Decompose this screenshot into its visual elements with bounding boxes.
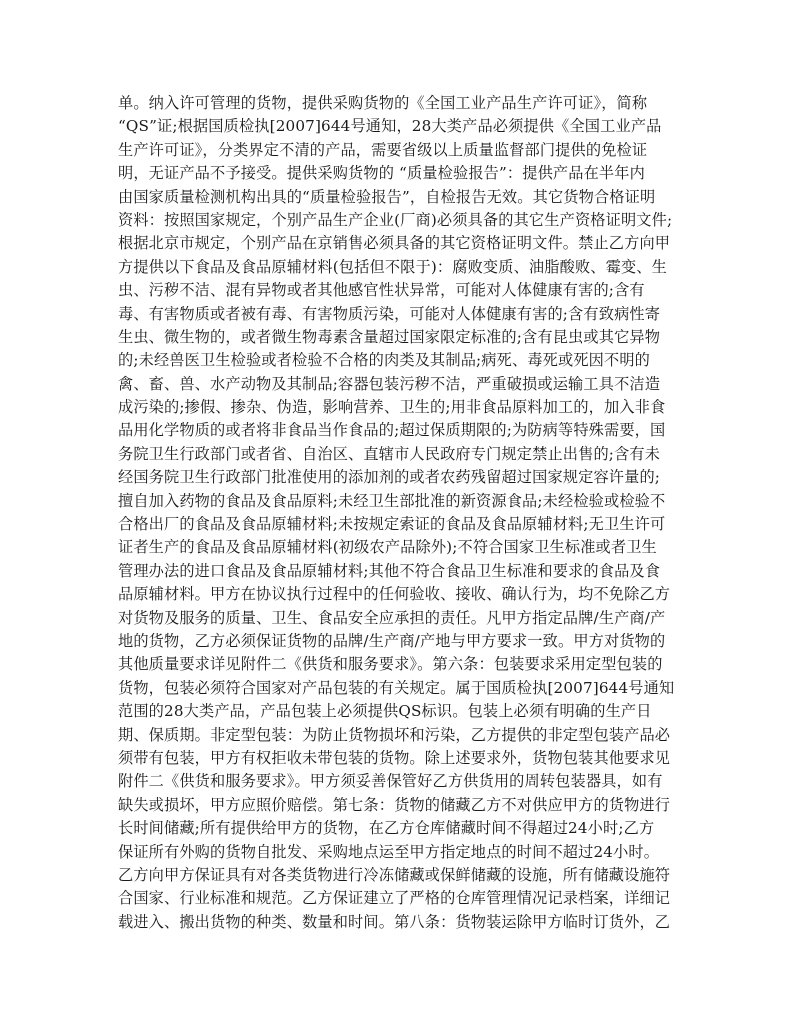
contract-body-text [118,92,684,934]
text-line: 货物，包装必须符合国家对产品包装的有关规定。属于国质检执[2007]644号通知 [118,678,675,697]
text-line: 毒、有害物质或者被有毒、有害物质污染，可能对人体健康有害的;含有致病性寄 [118,304,661,323]
text-line: 资料：按照国家规定，个别产品生产企业(厂商)必须具备的其它生产资格证明文件; [118,210,673,229]
text-line: 的;未经兽医卫生检验或者检验不合格的肉类及其制品;病死、毒死或死因不明的 [118,351,651,370]
text-line: 生虫、微生物的，或者微生物毒素含量超过国家限定标准的;含有昆虫或其它异物 [118,327,661,346]
text-line: 范围的28大类产品，产品包装上必须提供QS标识。包装上必须有明确的生产日 [118,702,652,721]
text-line: 期、保质期。非定型包装：为防止货物损坏和污染，乙方提供的非定型包装产品必 [118,725,671,744]
text-line: 品用化学物质的或者将非食品当作食品的;超过保质期限的;为防病等特殊需要，国 [118,421,666,440]
text-line: 根据北京市规定，个别产品在京销售必须具备的其它资格证明文件。禁止乙方向甲 [118,234,671,253]
text-line: 附件二《供货和服务要求》。甲方须妥善保管好乙方供货用的周转包装器具，如有 [118,772,663,791]
text-line: 载进入、搬出货物的种类、数量和时间。第八条：货物装运除甲方临时订货外，乙 [118,912,671,931]
text-line: 务院卫生行政部门或者省、自治区、直辖市人民政府专门规定禁止出售的;含有未 [118,444,661,463]
text-line: 其他质量要求详见附件二《供货和服务要求》。第六条：包装要求采用定型包装的 [118,655,663,674]
text-line: 方提供以下食品及食品原辅材料(包括但不限于)：腐败变质、油脂酸败、霉变、生 [118,257,667,276]
text-line: 证者生产的食品及食品原辅材料(初级农产品除外);不符合国家卫生标准或者卫生 [118,538,657,557]
text-line: 保证所有外购的货物自批发、采购地点运至甲方指定地点的时间不超过24小时。 [118,842,660,861]
text-line: 由国家质量检测机构出具的“质量检验报告”，自检报告无效。其它货物合格证明 [118,187,656,206]
text-line: 乙方向甲方保证具有对各类货物进行冷冻储藏或保鲜储藏的设施，所有储藏设施符 [118,865,671,884]
text-line: 禽、畜、兽、水产动物及其制品;容器包装污秽不洁，严重破损或运输工具不洁造 [118,374,661,393]
text-line: 管理办法的进口食品及食品原辅材料;其他不符合食品卫生标准和要求的食品及食 [118,561,661,580]
text-line: 对货物及服务的质量、卫生、食品安全应承担的责任。凡甲方指定品牌/生产商/产 [118,608,666,627]
text-line: 缺失或损坏，甲方应照价赔偿。第七条：货物的储藏乙方不对供应甲方的货物进行 [118,795,671,814]
text-line: 长时间储藏;所有提供给甲方的货物，在乙方仓库储藏时间不得超过24小时;乙方 [118,819,655,838]
text-line: 擅自加入药物的食品及食品原料;未经卫生部批准的新资源食品;未经检验或检验不 [118,491,666,510]
text-line: 合国家、行业标准和规范。乙方保证建立了严格的仓库管理情况记录档案，详细记 [118,889,671,908]
text-line: 虫、污秽不洁、混有异物或者其他感官性状异常，可能对人体健康有害的;含有 [118,281,645,300]
text-line: 单。纳入许可管理的货物，提供采购货物的《全国工业产品生产许可证》，简称 [118,94,648,112]
text-line: 经国务院卫生行政部门批准使用的添加剂的或者农药残留超过国家规定容许量的; [118,468,661,487]
text-line: “QS”证;根据国质检执[2007]644号通知，28大类产品必须提供《全国工业产品 [118,117,662,136]
text-line: 品原辅材料。甲方在协议执行过程中的任何验收、接收、确认行为，均不免除乙方 [118,585,671,604]
text-line: 地的货物，乙方必须保证货物的品牌/生产商/产地与甲方要求一致。甲方对货物的 [118,631,666,650]
text-line: 明，无证产品不予接受。提供采购货物的 “质量检验报告”：提供产品在半年内 [118,164,645,183]
text-line: 成污染的;掺假、掺杂、伪造，影响营养、卫生的;用非食品原料加工的，加入非食 [118,398,666,417]
text-line: 生产许可证》，分类界定不清的产品，需要省级以上质量监督部门提供的免检证 [118,140,648,159]
text-line: 须带有包装，甲方有权拒收未带包装的货物。除上述要求外，货物包装其他要求见 [118,748,671,767]
text-line: 合格出厂的食品及食品原辅材料;未按规定索证的食品及食品原辅材料;无卫生许可 [118,515,666,534]
